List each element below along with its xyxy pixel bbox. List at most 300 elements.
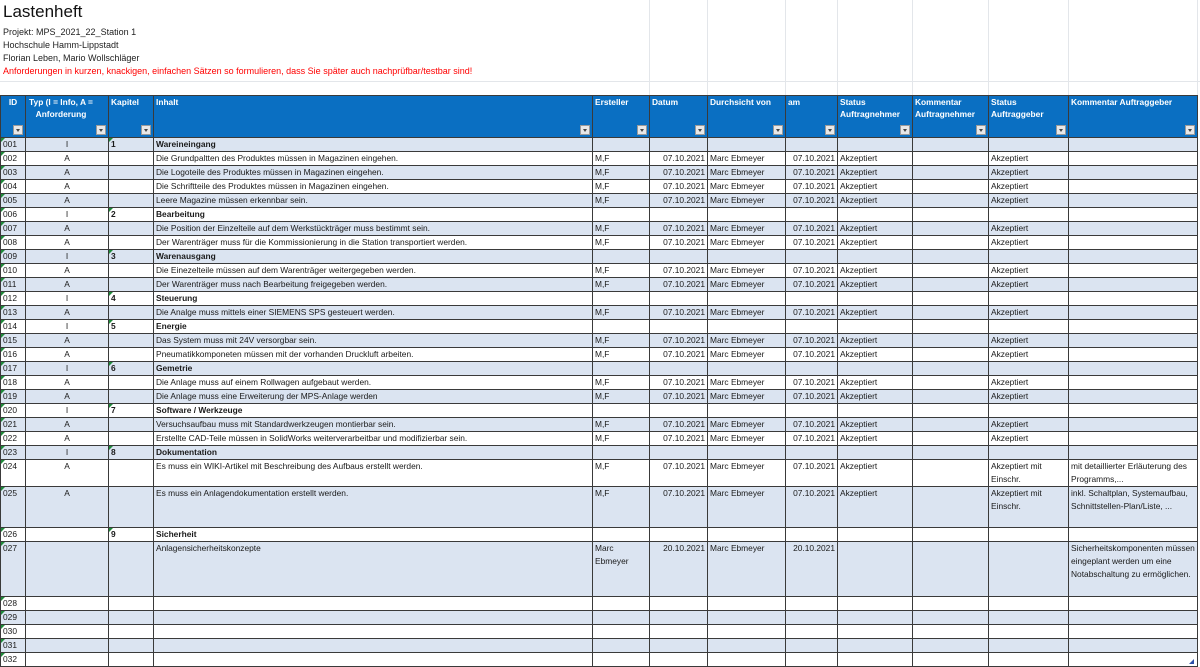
cell-am[interactable]: 07.10.2021: [786, 306, 838, 320]
cell-kommentar-auftraggeber[interactable]: [1069, 306, 1198, 320]
cell-datum[interactable]: [650, 611, 708, 625]
cell-am[interactable]: [786, 292, 838, 306]
cell-ersteller[interactable]: [593, 446, 650, 460]
cell-kommentar-auftraggeber[interactable]: [1069, 446, 1198, 460]
cell-durchsicht-von[interactable]: Marc Ebmeyer: [708, 390, 786, 404]
cell-am[interactable]: [786, 611, 838, 625]
cell-am[interactable]: 07.10.2021: [786, 432, 838, 446]
cell-kommentar-auftragnehmer[interactable]: [913, 264, 989, 278]
cell-status-auftraggeber[interactable]: Akzeptiert: [989, 236, 1069, 250]
cell-status-auftragnehmer[interactable]: Akzeptiert: [838, 348, 913, 362]
cell-kapitel[interactable]: [109, 306, 154, 320]
cell-id[interactable]: 009: [1, 250, 26, 264]
cell-status-auftraggeber[interactable]: Akzeptiert: [989, 278, 1069, 292]
cell-id[interactable]: 032: [1, 653, 26, 667]
cell-datum[interactable]: 07.10.2021: [650, 376, 708, 390]
cell-id[interactable]: 011: [1, 278, 26, 292]
cell-ersteller[interactable]: [593, 528, 650, 542]
cell-status-auftragnehmer[interactable]: [838, 597, 913, 611]
cell-typ[interactable]: [26, 611, 109, 625]
cell-id[interactable]: 008: [1, 236, 26, 250]
cell-inhalt[interactable]: Bearbeitung: [154, 208, 593, 222]
cell-am[interactable]: 07.10.2021: [786, 166, 838, 180]
cell-am[interactable]: 07.10.2021: [786, 390, 838, 404]
cell-datum[interactable]: [650, 138, 708, 152]
cell-ersteller[interactable]: M,F: [593, 487, 650, 528]
cell-status-auftraggeber[interactable]: Akzeptiert: [989, 264, 1069, 278]
cell-am[interactable]: 07.10.2021: [786, 348, 838, 362]
cell-inhalt[interactable]: Es muss ein Anlagendokumentation erstellt werden.: [154, 487, 593, 528]
cell-status-auftraggeber[interactable]: [989, 250, 1069, 264]
cell-status-auftragnehmer[interactable]: Akzeptiert: [838, 152, 913, 166]
cell-kommentar-auftraggeber[interactable]: [1069, 320, 1198, 334]
cell-typ[interactable]: A: [26, 152, 109, 166]
cell-ersteller[interactable]: [593, 639, 650, 653]
cell-am[interactable]: [786, 320, 838, 334]
cell-status-auftraggeber[interactable]: Akzeptiert: [989, 334, 1069, 348]
cell-am[interactable]: [786, 639, 838, 653]
cell-datum[interactable]: [650, 625, 708, 639]
cell-kapitel[interactable]: [109, 334, 154, 348]
cell-kommentar-auftragnehmer[interactable]: [913, 432, 989, 446]
cell-typ[interactable]: A: [26, 376, 109, 390]
cell-typ[interactable]: I: [26, 320, 109, 334]
cell-datum[interactable]: 20.10.2021: [650, 542, 708, 597]
cell-kommentar-auftragnehmer[interactable]: [913, 487, 989, 528]
cell-durchsicht-von[interactable]: Marc Ebmeyer: [708, 306, 786, 320]
cell-datum[interactable]: [650, 208, 708, 222]
cell-status-auftragnehmer[interactable]: [838, 528, 913, 542]
cell-datum[interactable]: [650, 639, 708, 653]
cell-typ[interactable]: [26, 542, 109, 597]
cell-status-auftragnehmer[interactable]: Akzeptiert: [838, 222, 913, 236]
cell-inhalt[interactable]: [154, 653, 593, 667]
cell-kommentar-auftragnehmer[interactable]: [913, 278, 989, 292]
cell-inhalt[interactable]: Wareineingang: [154, 138, 593, 152]
cell-durchsicht-von[interactable]: Marc Ebmeyer: [708, 460, 786, 487]
cell-kapitel[interactable]: [109, 639, 154, 653]
cell-kapitel[interactable]: [109, 152, 154, 166]
cell-status-auftragnehmer[interactable]: [838, 446, 913, 460]
cell-kommentar-auftraggeber[interactable]: [1069, 404, 1198, 418]
cell-kommentar-auftraggeber[interactable]: [1069, 166, 1198, 180]
cell-kommentar-auftragnehmer[interactable]: [913, 320, 989, 334]
cell-durchsicht-von[interactable]: [708, 208, 786, 222]
cell-datum[interactable]: 07.10.2021: [650, 278, 708, 292]
cell-id[interactable]: 014: [1, 320, 26, 334]
table-resize-handle-icon[interactable]: [1189, 659, 1194, 664]
cell-ersteller[interactable]: [593, 611, 650, 625]
cell-kommentar-auftragnehmer[interactable]: [913, 292, 989, 306]
cell-datum[interactable]: [650, 653, 708, 667]
cell-typ[interactable]: A: [26, 278, 109, 292]
cell-kommentar-auftraggeber[interactable]: mit detaillierter Erläuterung des Programms,...: [1069, 460, 1198, 487]
cell-status-auftragnehmer[interactable]: Akzeptiert: [838, 460, 913, 487]
cell-status-auftraggeber[interactable]: [989, 292, 1069, 306]
cell-status-auftraggeber[interactable]: Akzeptiert: [989, 180, 1069, 194]
cell-typ[interactable]: A: [26, 487, 109, 528]
cell-kommentar-auftraggeber[interactable]: [1069, 334, 1198, 348]
cell-inhalt[interactable]: Erstellte CAD-Teile müssen in SolidWorks weiterverarbeitbar und modifizierbar sein.: [154, 432, 593, 446]
cell-status-auftraggeber[interactable]: [989, 320, 1069, 334]
cell-durchsicht-von[interactable]: Marc Ebmeyer: [708, 180, 786, 194]
cell-ersteller[interactable]: M,F: [593, 460, 650, 487]
cell-datum[interactable]: 07.10.2021: [650, 390, 708, 404]
cell-id[interactable]: 012: [1, 292, 26, 306]
cell-durchsicht-von[interactable]: Marc Ebmeyer: [708, 264, 786, 278]
cell-kommentar-auftragnehmer[interactable]: [913, 152, 989, 166]
cell-typ[interactable]: A: [26, 432, 109, 446]
cell-am[interactable]: 07.10.2021: [786, 278, 838, 292]
cell-am[interactable]: [786, 208, 838, 222]
cell-kapitel[interactable]: [109, 376, 154, 390]
cell-inhalt[interactable]: Sicherheit: [154, 528, 593, 542]
cell-am[interactable]: [786, 653, 838, 667]
cell-kapitel[interactable]: [109, 625, 154, 639]
cell-durchsicht-von[interactable]: [708, 528, 786, 542]
cell-kommentar-auftragnehmer[interactable]: [913, 390, 989, 404]
cell-typ[interactable]: A: [26, 264, 109, 278]
cell-typ[interactable]: A: [26, 460, 109, 487]
cell-kapitel[interactable]: [109, 390, 154, 404]
cell-typ[interactable]: A: [26, 334, 109, 348]
cell-kommentar-auftragnehmer[interactable]: [913, 236, 989, 250]
cell-kapitel[interactable]: 4: [109, 292, 154, 306]
cell-status-auftraggeber[interactable]: [989, 138, 1069, 152]
cell-ersteller[interactable]: M,F: [593, 222, 650, 236]
cell-status-auftraggeber[interactable]: Akzeptiert mit Einschr.: [989, 460, 1069, 487]
cell-status-auftragnehmer[interactable]: [838, 625, 913, 639]
cell-status-auftragnehmer[interactable]: Akzeptiert: [838, 306, 913, 320]
cell-kapitel[interactable]: 6: [109, 362, 154, 376]
cell-kommentar-auftragnehmer[interactable]: [913, 334, 989, 348]
cell-ersteller[interactable]: [593, 320, 650, 334]
cell-kommentar-auftragnehmer[interactable]: [913, 611, 989, 625]
cell-durchsicht-von[interactable]: [708, 404, 786, 418]
cell-inhalt[interactable]: Steuerung: [154, 292, 593, 306]
cell-status-auftraggeber[interactable]: [989, 446, 1069, 460]
cell-typ[interactable]: [26, 653, 109, 667]
cell-status-auftragnehmer[interactable]: Akzeptiert: [838, 278, 913, 292]
cell-kommentar-auftragnehmer[interactable]: [913, 194, 989, 208]
cell-durchsicht-von[interactable]: [708, 611, 786, 625]
cell-kapitel[interactable]: [109, 542, 154, 597]
cell-kommentar-auftraggeber[interactable]: [1069, 250, 1198, 264]
cell-am[interactable]: 07.10.2021: [786, 180, 838, 194]
cell-inhalt[interactable]: Die Schriftteile des Produktes müssen in Magazinen eingehen.: [154, 180, 593, 194]
cell-datum[interactable]: 07.10.2021: [650, 418, 708, 432]
cell-status-auftragnehmer[interactable]: [838, 653, 913, 667]
cell-id[interactable]: 024: [1, 460, 26, 487]
cell-durchsicht-von[interactable]: [708, 138, 786, 152]
cell-ersteller[interactable]: M,F: [593, 390, 650, 404]
cell-id[interactable]: 004: [1, 180, 26, 194]
cell-id[interactable]: 025: [1, 487, 26, 528]
cell-ersteller[interactable]: [593, 292, 650, 306]
filter-dropdown-icon[interactable]: [695, 125, 705, 135]
cell-ersteller[interactable]: [593, 404, 650, 418]
cell-typ[interactable]: I: [26, 250, 109, 264]
cell-id[interactable]: 026: [1, 528, 26, 542]
cell-kommentar-auftragnehmer[interactable]: [913, 404, 989, 418]
cell-kommentar-auftraggeber[interactable]: [1069, 362, 1198, 376]
cell-status-auftraggeber[interactable]: Akzeptiert: [989, 432, 1069, 446]
cell-datum[interactable]: [650, 292, 708, 306]
cell-typ[interactable]: A: [26, 180, 109, 194]
cell-durchsicht-von[interactable]: Marc Ebmeyer: [708, 542, 786, 597]
cell-kommentar-auftragnehmer[interactable]: [913, 180, 989, 194]
cell-datum[interactable]: [650, 404, 708, 418]
cell-am[interactable]: [786, 362, 838, 376]
cell-status-auftraggeber[interactable]: Akzeptiert: [989, 152, 1069, 166]
cell-id[interactable]: 013: [1, 306, 26, 320]
cell-status-auftraggeber[interactable]: [989, 362, 1069, 376]
cell-typ[interactable]: A: [26, 166, 109, 180]
cell-typ[interactable]: A: [26, 390, 109, 404]
cell-datum[interactable]: 07.10.2021: [650, 194, 708, 208]
cell-kommentar-auftragnehmer[interactable]: [913, 250, 989, 264]
cell-inhalt[interactable]: Pneumatikkomponeten müssen mit der vorhanden Druckluft arbeiten.: [154, 348, 593, 362]
cell-durchsicht-von[interactable]: Marc Ebmeyer: [708, 376, 786, 390]
cell-kapitel[interactable]: 7: [109, 404, 154, 418]
filter-dropdown-icon[interactable]: [96, 125, 106, 135]
cell-kapitel[interactable]: [109, 264, 154, 278]
cell-id[interactable]: 017: [1, 362, 26, 376]
cell-durchsicht-von[interactable]: Marc Ebmeyer: [708, 152, 786, 166]
cell-kapitel[interactable]: [109, 236, 154, 250]
cell-datum[interactable]: 07.10.2021: [650, 348, 708, 362]
cell-kapitel[interactable]: [109, 653, 154, 667]
cell-status-auftragnehmer[interactable]: [838, 362, 913, 376]
cell-inhalt[interactable]: Dokumentation: [154, 446, 593, 460]
cell-status-auftraggeber[interactable]: Akzeptiert: [989, 390, 1069, 404]
cell-kapitel[interactable]: [109, 460, 154, 487]
cell-durchsicht-von[interactable]: Marc Ebmeyer: [708, 194, 786, 208]
cell-status-auftraggeber[interactable]: [989, 625, 1069, 639]
filter-dropdown-icon[interactable]: [1185, 125, 1195, 135]
cell-status-auftraggeber[interactable]: Akzeptiert: [989, 306, 1069, 320]
cell-kapitel[interactable]: 3: [109, 250, 154, 264]
cell-id[interactable]: 005: [1, 194, 26, 208]
cell-ersteller[interactable]: M,F: [593, 180, 650, 194]
cell-kommentar-auftraggeber[interactable]: [1069, 194, 1198, 208]
cell-durchsicht-von[interactable]: Marc Ebmeyer: [708, 418, 786, 432]
cell-ersteller[interactable]: M,F: [593, 264, 650, 278]
cell-am[interactable]: 07.10.2021: [786, 418, 838, 432]
cell-status-auftragnehmer[interactable]: Akzeptiert: [838, 487, 913, 528]
cell-kommentar-auftraggeber[interactable]: [1069, 152, 1198, 166]
filter-dropdown-icon[interactable]: [580, 125, 590, 135]
cell-inhalt[interactable]: [154, 611, 593, 625]
cell-status-auftragnehmer[interactable]: [838, 404, 913, 418]
cell-status-auftragnehmer[interactable]: [838, 639, 913, 653]
cell-am[interactable]: [786, 250, 838, 264]
cell-ersteller[interactable]: [593, 250, 650, 264]
cell-status-auftraggeber[interactable]: [989, 404, 1069, 418]
cell-kommentar-auftragnehmer[interactable]: [913, 306, 989, 320]
cell-datum[interactable]: [650, 250, 708, 264]
cell-inhalt[interactable]: Leere Magazine müssen erkennbar sein.: [154, 194, 593, 208]
cell-ersteller[interactable]: M,F: [593, 306, 650, 320]
cell-am[interactable]: [786, 597, 838, 611]
cell-kapitel[interactable]: [109, 611, 154, 625]
filter-dropdown-icon[interactable]: [13, 125, 23, 135]
cell-inhalt[interactable]: Software / Werkzeuge: [154, 404, 593, 418]
cell-durchsicht-von[interactable]: Marc Ebmeyer: [708, 222, 786, 236]
cell-kommentar-auftragnehmer[interactable]: [913, 528, 989, 542]
cell-typ[interactable]: A: [26, 348, 109, 362]
cell-inhalt[interactable]: Anlagensicherheitskonzepte: [154, 542, 593, 597]
cell-kapitel[interactable]: [109, 194, 154, 208]
cell-id[interactable]: 018: [1, 376, 26, 390]
cell-typ[interactable]: A: [26, 418, 109, 432]
cell-kapitel[interactable]: [109, 278, 154, 292]
cell-status-auftraggeber[interactable]: [989, 528, 1069, 542]
cell-ersteller[interactable]: M,F: [593, 376, 650, 390]
cell-status-auftraggeber[interactable]: [989, 611, 1069, 625]
cell-durchsicht-von[interactable]: [708, 292, 786, 306]
cell-inhalt[interactable]: [154, 597, 593, 611]
cell-kommentar-auftraggeber[interactable]: [1069, 208, 1198, 222]
cell-kommentar-auftragnehmer[interactable]: [913, 222, 989, 236]
cell-kommentar-auftraggeber[interactable]: [1069, 418, 1198, 432]
cell-durchsicht-von[interactable]: [708, 639, 786, 653]
cell-status-auftragnehmer[interactable]: [838, 292, 913, 306]
cell-datum[interactable]: 07.10.2021: [650, 432, 708, 446]
cell-kommentar-auftraggeber[interactable]: [1069, 292, 1198, 306]
cell-durchsicht-von[interactable]: Marc Ebmeyer: [708, 334, 786, 348]
cell-typ[interactable]: I: [26, 292, 109, 306]
cell-kommentar-auftragnehmer[interactable]: [913, 418, 989, 432]
cell-durchsicht-von[interactable]: Marc Ebmeyer: [708, 348, 786, 362]
cell-ersteller[interactable]: [593, 362, 650, 376]
cell-ersteller[interactable]: M,F: [593, 152, 650, 166]
cell-durchsicht-von[interactable]: [708, 362, 786, 376]
cell-inhalt[interactable]: Die Analge muss mittels einer SIEMENS SPS gesteuert werden.: [154, 306, 593, 320]
cell-datum[interactable]: 07.10.2021: [650, 306, 708, 320]
cell-ersteller[interactable]: [593, 208, 650, 222]
cell-datum[interactable]: 07.10.2021: [650, 152, 708, 166]
filter-dropdown-icon[interactable]: [900, 125, 910, 135]
cell-status-auftraggeber[interactable]: Akzeptiert: [989, 418, 1069, 432]
cell-status-auftragnehmer[interactable]: Akzeptiert: [838, 166, 913, 180]
cell-kommentar-auftraggeber[interactable]: [1069, 611, 1198, 625]
cell-am[interactable]: [786, 528, 838, 542]
cell-kommentar-auftraggeber[interactable]: [1069, 180, 1198, 194]
cell-id[interactable]: 030: [1, 625, 26, 639]
cell-typ[interactable]: A: [26, 306, 109, 320]
cell-durchsicht-von[interactable]: Marc Ebmeyer: [708, 487, 786, 528]
cell-typ[interactable]: A: [26, 222, 109, 236]
cell-datum[interactable]: 07.10.2021: [650, 180, 708, 194]
cell-datum[interactable]: [650, 597, 708, 611]
cell-status-auftragnehmer[interactable]: [838, 138, 913, 152]
cell-status-auftraggeber[interactable]: [989, 653, 1069, 667]
cell-kommentar-auftraggeber[interactable]: [1069, 639, 1198, 653]
cell-kommentar-auftragnehmer[interactable]: [913, 597, 989, 611]
cell-kommentar-auftragnehmer[interactable]: [913, 208, 989, 222]
cell-typ[interactable]: [26, 597, 109, 611]
cell-kommentar-auftragnehmer[interactable]: [913, 460, 989, 487]
cell-kapitel[interactable]: 9: [109, 528, 154, 542]
cell-kommentar-auftraggeber[interactable]: [1069, 653, 1198, 667]
filter-dropdown-icon[interactable]: [825, 125, 835, 135]
cell-inhalt[interactable]: Die Logoteile des Produktes müssen in Magazinen eingehen.: [154, 166, 593, 180]
cell-ersteller[interactable]: M,F: [593, 278, 650, 292]
filter-dropdown-icon[interactable]: [773, 125, 783, 135]
cell-status-auftragnehmer[interactable]: Akzeptiert: [838, 418, 913, 432]
cell-status-auftraggeber[interactable]: [989, 639, 1069, 653]
cell-am[interactable]: [786, 138, 838, 152]
cell-ersteller[interactable]: [593, 138, 650, 152]
cell-kommentar-auftraggeber[interactable]: [1069, 528, 1198, 542]
cell-kommentar-auftragnehmer[interactable]: [913, 446, 989, 460]
cell-status-auftragnehmer[interactable]: Akzeptiert: [838, 264, 913, 278]
cell-id[interactable]: 031: [1, 639, 26, 653]
cell-kommentar-auftragnehmer[interactable]: [913, 639, 989, 653]
cell-id[interactable]: 023: [1, 446, 26, 460]
cell-typ[interactable]: A: [26, 194, 109, 208]
cell-inhalt[interactable]: Energie: [154, 320, 593, 334]
cell-datum[interactable]: 07.10.2021: [650, 222, 708, 236]
cell-am[interactable]: 07.10.2021: [786, 152, 838, 166]
cell-status-auftragnehmer[interactable]: Akzeptiert: [838, 390, 913, 404]
cell-kapitel[interactable]: [109, 166, 154, 180]
cell-kommentar-auftragnehmer[interactable]: [913, 625, 989, 639]
cell-kommentar-auftraggeber[interactable]: [1069, 236, 1198, 250]
cell-status-auftragnehmer[interactable]: Akzeptiert: [838, 376, 913, 390]
cell-id[interactable]: 022: [1, 432, 26, 446]
cell-inhalt[interactable]: Der Warenträger muss nach Bearbeitung freigegeben werden.: [154, 278, 593, 292]
cell-durchsicht-von[interactable]: [708, 446, 786, 460]
cell-kommentar-auftraggeber[interactable]: [1069, 376, 1198, 390]
cell-am[interactable]: 20.10.2021: [786, 542, 838, 597]
cell-status-auftraggeber[interactable]: [989, 208, 1069, 222]
cell-kommentar-auftraggeber[interactable]: [1069, 222, 1198, 236]
filter-dropdown-icon[interactable]: [141, 125, 151, 135]
cell-durchsicht-von[interactable]: [708, 250, 786, 264]
cell-id[interactable]: 020: [1, 404, 26, 418]
cell-inhalt[interactable]: [154, 625, 593, 639]
cell-datum[interactable]: 07.10.2021: [650, 487, 708, 528]
cell-id[interactable]: 028: [1, 597, 26, 611]
cell-status-auftragnehmer[interactable]: [838, 208, 913, 222]
cell-kommentar-auftragnehmer[interactable]: [913, 376, 989, 390]
cell-durchsicht-von[interactable]: [708, 625, 786, 639]
cell-ersteller[interactable]: M,F: [593, 334, 650, 348]
cell-id[interactable]: 027: [1, 542, 26, 597]
cell-durchsicht-von[interactable]: Marc Ebmeyer: [708, 432, 786, 446]
cell-id[interactable]: 003: [1, 166, 26, 180]
cell-datum[interactable]: [650, 528, 708, 542]
cell-ersteller[interactable]: [593, 625, 650, 639]
cell-kapitel[interactable]: 5: [109, 320, 154, 334]
cell-datum[interactable]: [650, 320, 708, 334]
cell-kommentar-auftragnehmer[interactable]: [913, 362, 989, 376]
cell-am[interactable]: 07.10.2021: [786, 236, 838, 250]
cell-kommentar-auftragnehmer[interactable]: [913, 542, 989, 597]
cell-am[interactable]: [786, 625, 838, 639]
cell-inhalt[interactable]: Der Warenträger muss für die Kommissionierung in die Station transportiert werden.: [154, 236, 593, 250]
cell-status-auftragnehmer[interactable]: [838, 611, 913, 625]
cell-kapitel[interactable]: 8: [109, 446, 154, 460]
cell-am[interactable]: 07.10.2021: [786, 460, 838, 487]
cell-am[interactable]: [786, 404, 838, 418]
cell-datum[interactable]: [650, 362, 708, 376]
cell-inhalt[interactable]: Die Position der Einzelteile auf dem Werkstückträger muss bestimmt sein.: [154, 222, 593, 236]
cell-kommentar-auftraggeber[interactable]: [1069, 264, 1198, 278]
cell-kommentar-auftraggeber[interactable]: inkl. Schaltplan, Systemaufbau, Schnittstellen-Plan/Liste, ...: [1069, 487, 1198, 528]
